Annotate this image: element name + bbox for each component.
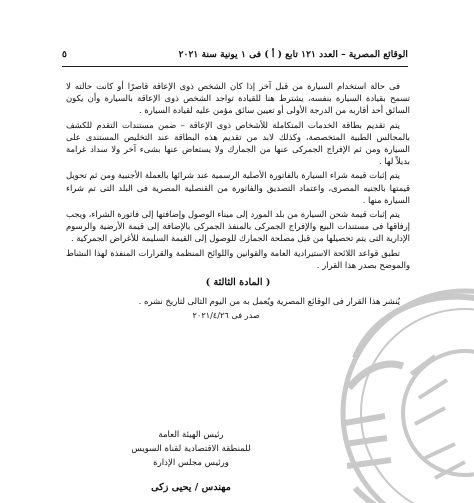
- signature-title-line: للمنطقة الاقتصادية لقناة السويس: [131, 444, 251, 454]
- issue-date: صدر فى ٢٠٢١/٤/٢٦: [192, 310, 260, 321]
- signatory-name: مهندس / يحيى زكى: [151, 482, 231, 493]
- seal-graphic: [315, 248, 474, 503]
- signature-block: [96, 428, 286, 495]
- paragraph: يتم إثبات قيمة شحن السيارة من بلد المورد إلى ميناء الوصول وإضافتها إلى فاتورة الشراء، ويجب إرفاقها فى مستندات البيع والإفراج الجمركى بالمنفذ الجمركى بالإضافة إلى قيمة الأرضية والرسوم الإدارية التى يتم تحصيلها من قبل مصلحة الجمارك للوصول إلى القيمة السليمة للأغراض الجمركية .: [66, 209, 410, 244]
- page-number: ٥: [62, 48, 67, 60]
- official-seal-stamp: [315, 248, 474, 503]
- page-header: [62, 47, 408, 61]
- header-title: الوقائع المصرية – العدد ١٢١ تابع ( أ ) فى ١ يونية سنة ٢٠٢١: [178, 48, 408, 60]
- paragraph: فى حالة استخدام السيارة من قبل آخر إذا كان الشخص ذوى الإعاقة قاصرًا أو كانت حالته لا تسمح بقيادة السيارة بنفسه، يشترط هنا للقيادة تواجد الشخص ذوى الإعاقة بالسيارة وأن يكون السائق أحد أقاربه من الدرجة الأولى أو تعيين سائق مؤمن عليه لقيادة السيارة .: [66, 81, 410, 116]
- article-heading: ( المادة الثالثة ): [205, 277, 271, 289]
- paragraph: يتم إثبات قيمة شراء السيارة بالفاتورة الأصلية الرسمية عند شرائها بالعملة الأجنبية ومن ثم تحويل قيمتها بالجنيه المصرى، واعتماد التصديق والفاتورة من القنصلية المصرية فى البلد التى تم شراء السيارة منها .: [66, 170, 410, 205]
- signature-title-line: رئيس الهيئة العامة: [158, 430, 224, 440]
- signature-title-line: ورئيس مجلس الإدارة: [153, 458, 229, 468]
- paragraph: يتم تقديم بطاقة الخدمات المتكاملة للأشخاص ذوى الإعاقة – ضمن مستندات التقدم للكشف بالمجالس الطبية المتخصصة، وكذلك لابد من تقديم هذه البطاقة عند التخليص المستندى على السيارة ومن ثم الإفراج الجمركى عنها من الجمارك ولا يستعاض عنها بشىء آخر ولا سداد غرامة بديلاً لها .: [66, 119, 410, 167]
- header-divider: [62, 66, 408, 67]
- paragraph: يُنشر هذا القرار فى الوقائع المصرية ويُعمل به من اليوم التالى لتاريخ نشره .: [138, 296, 400, 307]
- paragraph: تطبق قواعد اللائحة الاستيرادية العامة والقوانين واللوائح المنظمة والقرارات المنفذة لهذا النشاط والموضح بصدر هذا القرار .: [66, 247, 410, 270]
